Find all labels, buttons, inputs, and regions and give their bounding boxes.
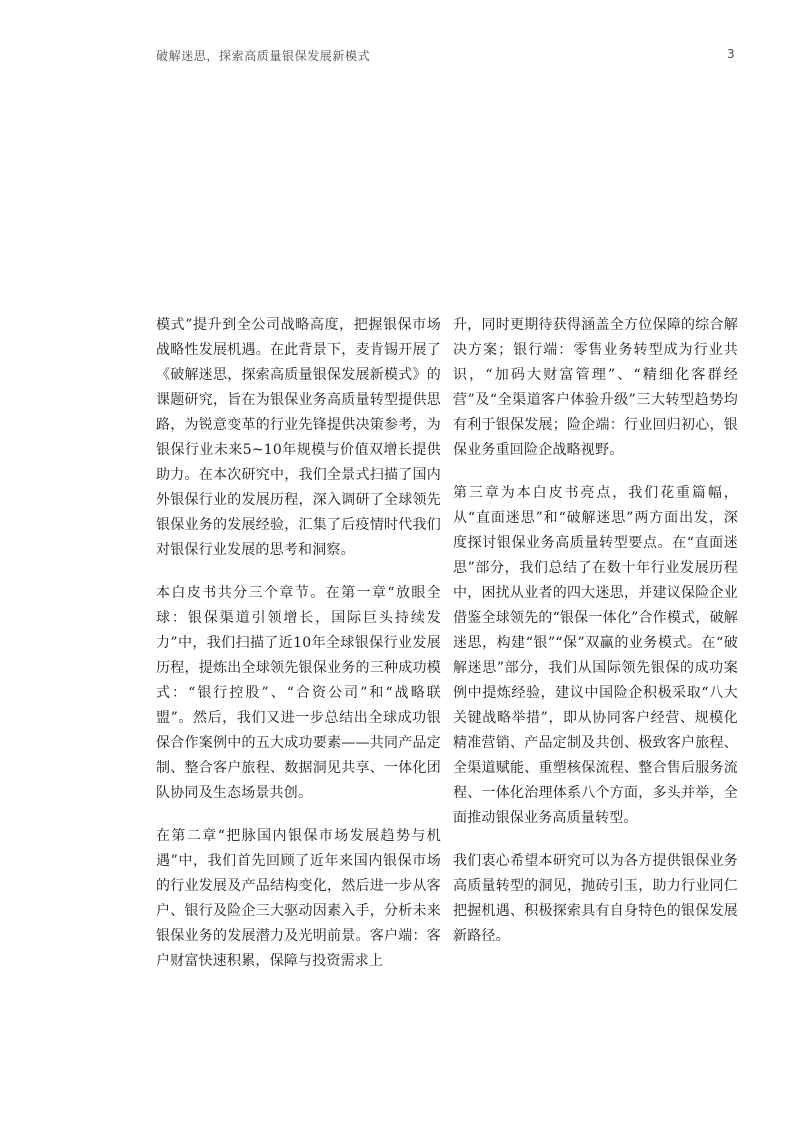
body-paragraph: 在第二章“把脉国内银保市场发展趋势与机遇”中，我们首先回顾了近年来国内银保市场的行业发展及产品结构变化，然后进一步从客户、银行及险企三大驱动因素入手，分析未来银保业务的发展潜力及光明前景。客户端：客户财富快速积累，保障与投资需求上 <box>156 828 441 969</box>
body-paragraph: 升，同时更期待获得涵盖全方位保障的综合解决方案；银行端：零售业务转型成为行业共识，“加码大财富管理”、“精细化客群经营”及“全渠道客户体验升级”三大转型趋势均有利于银保发展；险企端：行业回归初心，银保业务重回险企战略视野。 <box>453 317 738 458</box>
right-column <box>453 313 738 967</box>
body-paragraph: 第三章为本白皮书亮点，我们花重篇幅，从“直面迷思”和“破解迷思”两方面出发，深度探讨银保业务高质量转型要点。在“直面迷思”部分，我们总结了在数十年行业发展历程中，困扰从业者的四大迷思，并建议保险企业借鉴全球领先的“银保一体化”合作模式，破解迷思，构建“银”“保”双赢的业务模式。在“破解迷思”部分，我们从国际领先银保的成功案例中提炼经验，建议中国险企积极采取“八大关键战略举措”，即从协同客户经营、规模化精准营销、产品定制及共创、极致客户旅程、全渠道赋能、重塑核保流程、整合售后服务流程、一体化治理体系八个方面，多头并举，全面推动银保业务高质量转型。 <box>453 485 738 826</box>
body-paragraph: 我们衷心希望本研究可以为各方提供银保业务高质量转型的洞见，抛砖引玉，助力行业同仁把握机遇、积极探索具有自身特色的银保发展新路径。 <box>453 853 738 944</box>
body-paragraph: 本白皮书共分三个章节。在第一章“放眼全球：银保渠道引领增长，国际巨头持续发力”中，我们扫描了近10年全球银保行业发展历程，提炼出全球领先银保业务的三种成功模式：“银行控股”、“合资公司”和“战略联盟”。然后，我们又进一步总结出全球成功银保合作案例中的五大成功要素——共同产品定制、整合客户旅程、数据洞见共享、一体化团队协同及生态场景共创。 <box>156 585 441 801</box>
running-header <box>0 47 793 67</box>
left-column <box>156 313 441 992</box>
body-paragraph: 模式”提升到全公司战略高度，把握银保市场战略性发展机遇。在此背景下，麦肯锡开展了《破解迷思，探索高质量银保发展新模式》的课题研究，旨在为银保业务高质量转型提供思路，为锐意变革的行业先锋提供决策参考，为银保行业未来5~10年规模与价值双增长提供助力。在本次研究中，我们全景式扫描了国内外银保行业的发展历程，深入调研了全球领先银保业务的发展经验，汇集了后疫情时代我们对银保行业发展的思考和洞察。 <box>156 317 441 558</box>
page-number: 3 <box>727 47 735 61</box>
document-title: 破解迷思，探索高质量银保发展新模式 <box>156 49 371 63</box>
